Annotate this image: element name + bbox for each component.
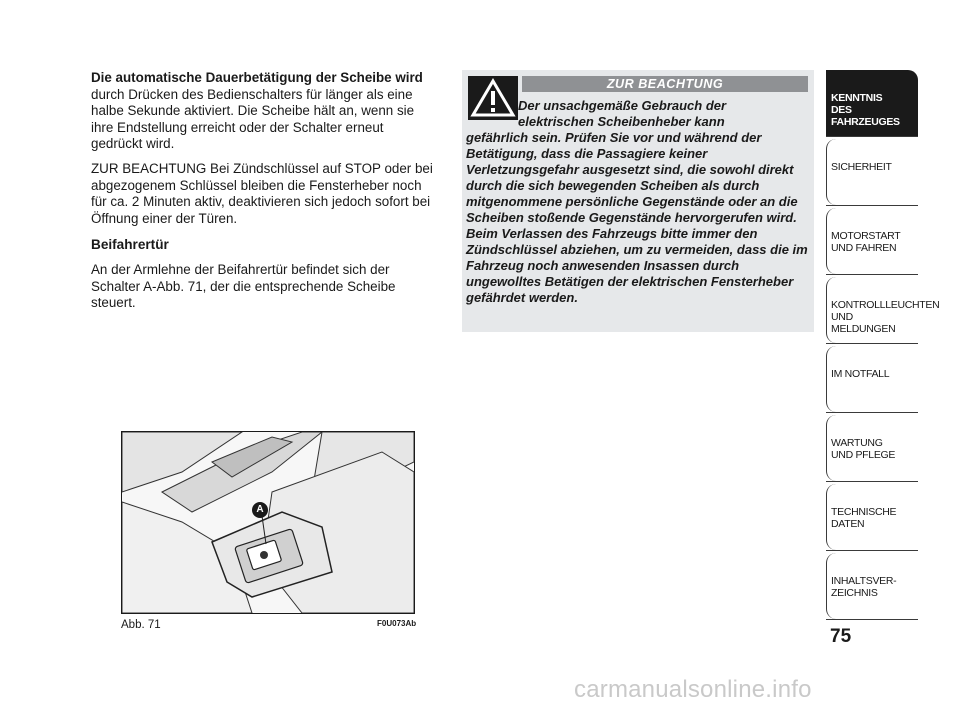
tab-label-line-1: IM NOTFALL <box>831 368 890 380</box>
tab-label-line-1: KONTROLLLEUCHTEN <box>831 299 940 311</box>
tab-label <box>831 299 940 335</box>
warning-line-2: elektrischen Scheibenheber kann <box>518 114 725 129</box>
tab-kontrollleuchten-und-meldungen[interactable] <box>826 277 940 344</box>
tab-technische-daten[interactable] <box>826 484 918 551</box>
page-number: 75 <box>830 626 852 647</box>
tab-label <box>831 575 915 599</box>
tab-label-line-2: DES FAHRZEUGES <box>831 104 900 128</box>
tab-label <box>831 230 915 254</box>
tab-label <box>831 368 915 380</box>
tab-label-line-2: UND MELDUNGEN <box>831 311 896 335</box>
section-heading-passenger-door: Beifahrertür <box>91 237 169 253</box>
figure-code: F0U073Ab <box>377 619 417 628</box>
warning-box <box>462 70 814 332</box>
tab-label-line-2: UND PFLEGE <box>831 449 896 461</box>
tab-label-line-2: ZEICHNIS <box>831 587 878 599</box>
warning-text <box>466 98 810 306</box>
tab-label <box>831 92 915 128</box>
tab-label <box>831 437 915 461</box>
tab-label-line-2: UND FAHREN <box>831 242 897 254</box>
door-armrest-illustration <box>122 432 414 613</box>
warning-banner: ZUR BEACHTUNG <box>522 76 808 92</box>
tab-motorstart-und-fahren[interactable] <box>826 208 918 275</box>
paragraph-auto-operation <box>91 70 436 153</box>
callout-a-marker: A <box>252 502 268 518</box>
paragraph-auto-operation-bold: Die automatische Dauerbetätigung der Scheibe wird <box>91 70 423 85</box>
tab-label-line-1: TECHNISCHE <box>831 506 897 518</box>
watermark-text: carmanualsonline.info <box>574 676 812 703</box>
tab-label <box>831 506 915 530</box>
tab-label-line-1: WARTUNG <box>831 437 883 449</box>
warning-line-1: Der unsachgemäße Gebrauch der <box>518 98 727 113</box>
paragraph-passenger-door: An der Armlehne der Beifahrertür befindet sich der Schalter A-Abb. 71, der die entsprechende Scheibe steuert. <box>91 261 396 311</box>
paragraph-auto-operation-text: durch Drücken des Bedienschalters für länger als eine halbe Sekunde aktiviert. Die Scheibe hält an, wenn sie ihre Endstellung erreicht oder der Schalter erneut gedrückt wird. <box>91 86 415 152</box>
tab-sicherheit[interactable] <box>826 139 918 206</box>
tab-label-line-1: KENNTNIS <box>831 92 883 104</box>
warning-body: gefährlich sein. Prüfen Sie vor und während der Betätigung, dass die Passagiere keiner Verletzungsgefahr ausgesetzt sind, die sowohl direkt durch die sich bewegenden Scheiben als durch mitgenommene persönliche Gegenstände oder an die Scheiben stoßende Gegenstände hervorgerufen wird. Beim Verlassen des Fahrzeugs bitte immer den Zündschlüssel abziehen, um zu vermeiden, dass die im Fahrzeug noch anwesenden Insassen durch ungewolltes Betätigen der elektrischen Fensterheber gefährdet werden. <box>466 130 808 305</box>
tab-inhaltsverzeichnis[interactable] <box>826 553 918 620</box>
tab-label-line-1: INHALTSVER- <box>831 575 897 587</box>
tab-label-line-1: SICHERHEIT <box>831 161 892 173</box>
door-switch-figure <box>121 431 415 614</box>
tab-kenntnis-des-fahrzeuges[interactable] <box>826 70 918 137</box>
figure-caption: Abb. 71 <box>121 619 161 631</box>
tab-label-line-1: MOTORSTART <box>831 230 901 242</box>
tab-label <box>831 161 915 173</box>
tab-wartung-und-pflege[interactable] <box>826 415 918 482</box>
paragraph-note: ZUR BEACHTUNG Bei Zündschlüssel auf STOP oder bei abgezogenem Schlüssel bleiben die Fensterheber noch für ca. 2 Minuten aktiv, deaktivieren sich jedoch sofort bei Öffnung einer der Türen. <box>91 160 433 226</box>
tab-label-line-2: DATEN <box>831 518 865 530</box>
tab-im-notfall[interactable] <box>826 346 918 413</box>
left-column <box>91 70 436 320</box>
